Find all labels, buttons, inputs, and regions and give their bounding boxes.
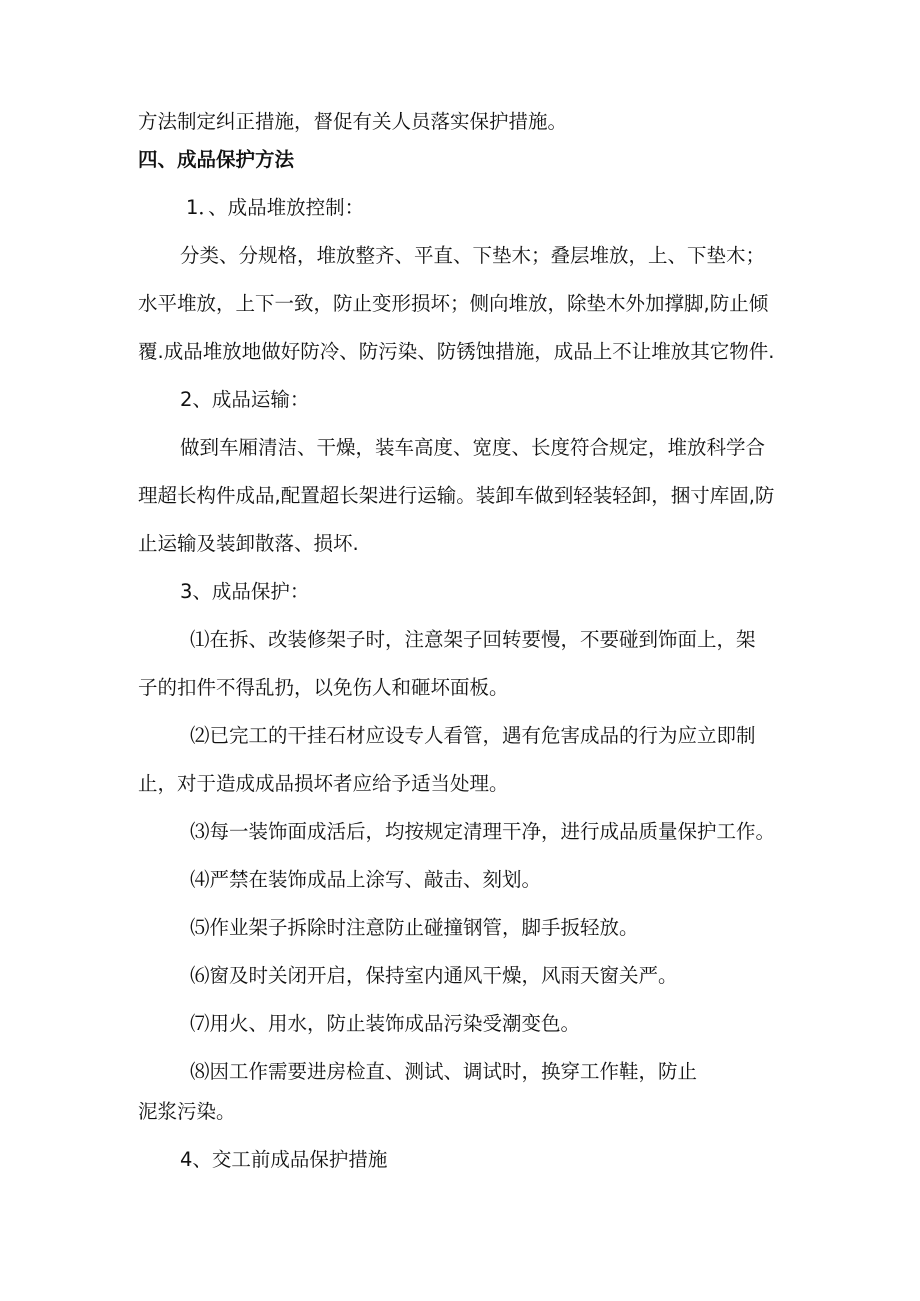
- list-item: ⑹窗及时关闭开启，保持室内通风干燥，风雨天窗关严。: [190, 964, 678, 987]
- list-item: ⑶每一装饰面成活后，均按规定清理干净，进行成品质量保护工作。: [190, 820, 776, 843]
- paragraph-line: 水平堆放，上下一致，防止变形损坏；侧向堆放，除垫木外加撑脚,防止倾: [138, 292, 769, 315]
- list-item: 泥浆污染。: [138, 1100, 236, 1123]
- list-item: ⑻因工作需要进房检直、测试、调试时，换穿工作鞋，防止: [190, 1060, 698, 1083]
- list-item: ⑷严禁在装饰成品上涂写、敲击、刻划。: [190, 868, 542, 891]
- continuation-text: 方法制定纠正措施，督促有关人员落实保护措施。: [138, 110, 568, 133]
- list-item: ⑺用火、用水，防止装饰成品污染受潮变色。: [190, 1012, 581, 1035]
- section-heading: 四、成品保护方法: [138, 148, 295, 171]
- section2-title: 2、成品运输：: [180, 388, 310, 411]
- list-item: 子的扣件不得乱扔，以免伤人和砸坏面板。: [138, 676, 509, 699]
- section1-title: 1．、成品堆放控制：: [186, 196, 365, 219]
- section4-title: 4、交工前成品保护措施: [180, 1148, 388, 1171]
- paragraph-line: 理超长构件成品,配置超长架进行运输。装卸车做到轻装轻卸，捆寸库固,防: [138, 484, 775, 507]
- paragraph-line: 覆.成品堆放地做好防冷、防污染、防锈蚀措施，成品上不让堆放其它物件.: [138, 340, 775, 363]
- list-item: ⑴在拆、改装修架子时，注意架子回转要慢，不要碰到饰面上，架: [190, 628, 756, 651]
- section3-title: 3、成品保护：: [180, 580, 310, 603]
- paragraph-line: 做到车厢清洁、干燥，装车高度、宽度、长度符合规定，堆放科学合: [180, 436, 766, 459]
- paragraph-line: 止运输及装卸散落、损坏.: [138, 532, 359, 555]
- list-item: ⑸作业架子拆除时注意防止碰撞钢管，脚手扳轻放。: [190, 916, 639, 939]
- list-item: 止，对于造成成品损坏者应给予适当处理。: [138, 772, 509, 795]
- list-item: ⑵已完工的干挂石材应设专人看管，遇有危害成品的行为应立即制: [190, 724, 756, 747]
- paragraph-line: 分类、分规格，堆放整齐、平直、下垫木；叠层堆放，上、下垫木；: [180, 244, 766, 267]
